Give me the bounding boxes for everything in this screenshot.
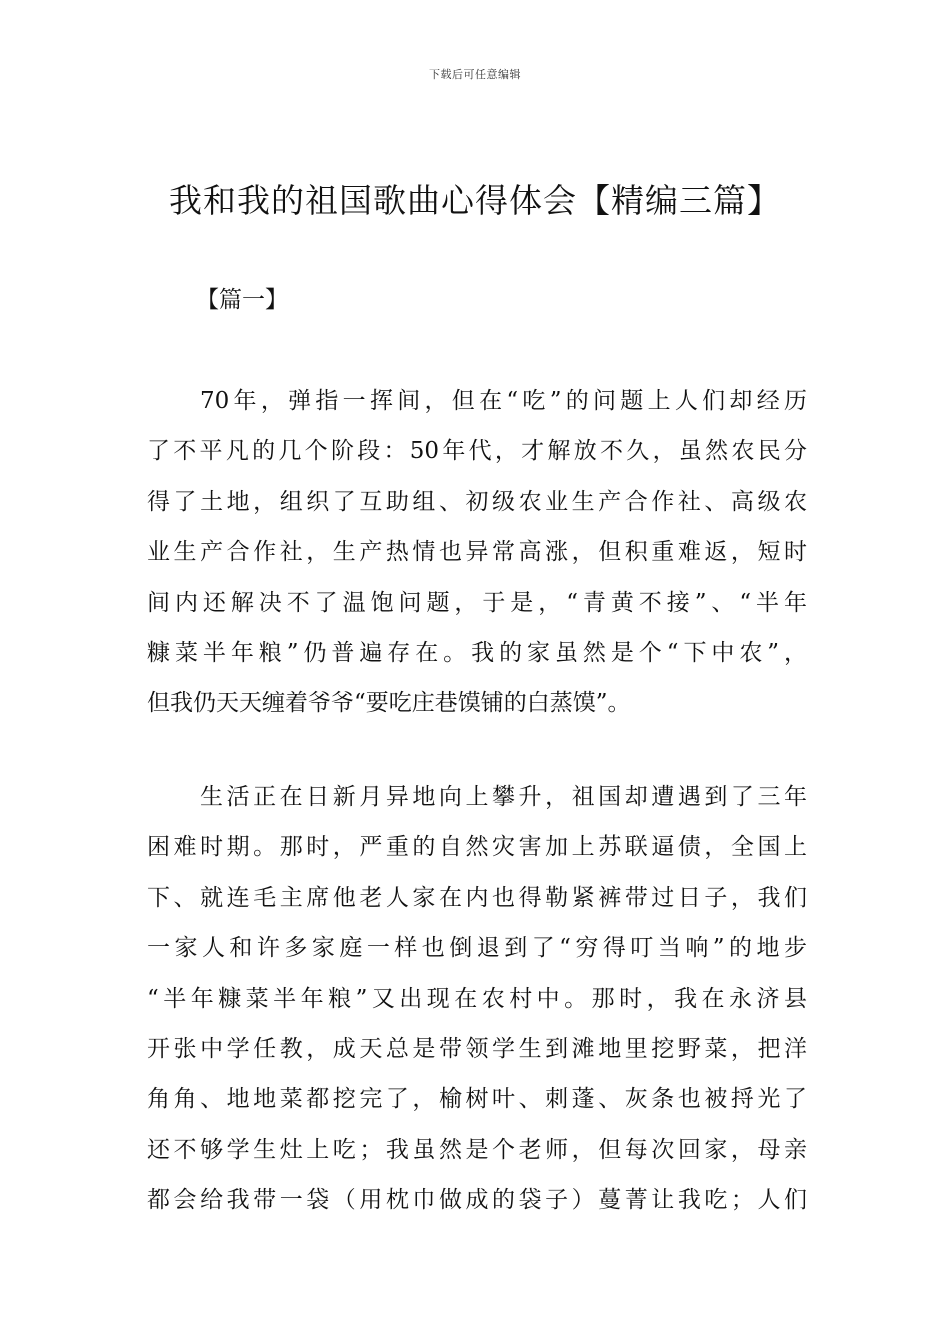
paragraph-2 [147,772,807,1226]
paragraph-line: 角角、地地菜都挖完了，榆树叶、刺蓬、灰条也被捋光了 [147,1086,807,1113]
paragraph-line: 困难时期。那时，严重的自然灾害加上苏联逼债，全国上 [147,834,807,861]
paragraph-line: 还不够学生灶上吃；我虽然是个老师，但每次回家，母亲 [147,1136,807,1163]
paragraph-line: 下、就连毛主席他老人家在内也得勒紧裤带过日子，我们 [147,884,807,911]
paragraph-line: 生活正在日新月异地向上攀升，祖国却遭遇到了三年 [200,784,807,810]
paragraph-line: 业生产合作社，生产热情也异常高涨，但积重难返，短时 [147,539,807,566]
paragraph-line: 间内还解决不了温饱问题，于是，“青黄不接”、“半年 [147,589,807,616]
section-heading: 【篇一】 [196,287,288,313]
header-note: 下载后可任意编辑 [429,68,521,81]
paragraph-line: 了不平凡的几个阶段：50年代，才解放不久，虽然农民分 [147,438,807,465]
paragraph-line: 都会给我带一袋（用枕巾做成的袋子）蔓菁让我吃；人们 [147,1187,807,1214]
paragraph-line: 但我仍天天缠着爷爷“要吃庄巷馍铺的白蒸馍”。 [147,690,631,717]
document-title: 我和我的祖国歌曲心得体会【精编三篇】 [169,181,781,220]
paragraph-line: 糠菜半年粮”仍普遍存在。我的家虽然是个“下中农”， [147,639,807,666]
paragraph-line: 得了土地，组织了互助组、初级农业生产合作社、高级农 [147,488,807,515]
paragraph-line: 一家人和许多家庭一样也倒退到了“穷得叮当响”的地步 [147,935,807,962]
paragraph-line: 70年，弹指一挥间，但在“吃”的问题上人们却经历 [200,388,807,414]
paragraph-1 [147,376,807,729]
paragraph-line: “半年糠菜半年粮”又出现在农村中。那时，我在永济县 [147,985,807,1012]
paragraph-line: 开张中学任教，成天总是带领学生到滩地里挖野菜，把洋 [147,1035,807,1062]
